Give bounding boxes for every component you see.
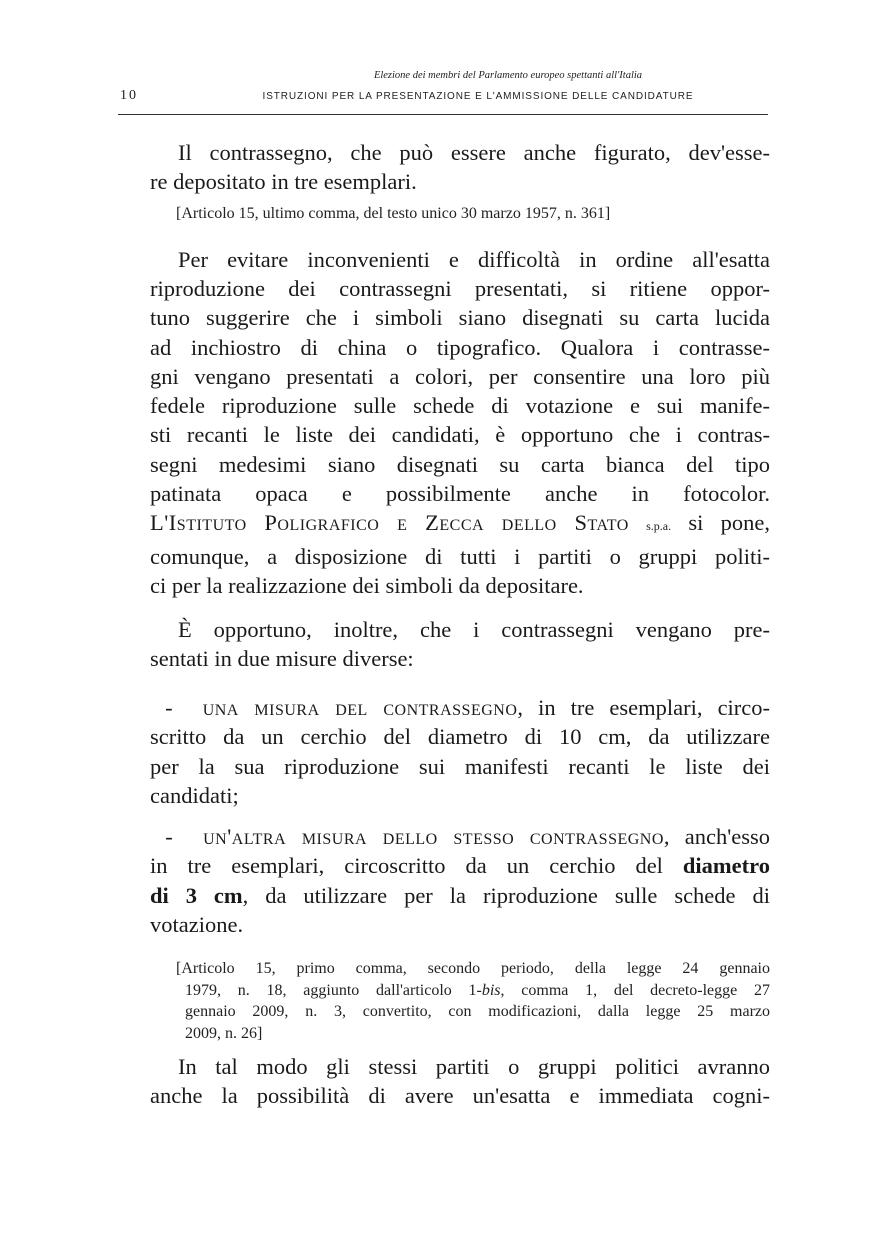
page-number: 10 (120, 88, 138, 103)
list-item-heading: un'altra misura dello stesso contrassegno (203, 824, 664, 849)
note-line (176, 980, 770, 1002)
text-span: , anch'esso (663, 824, 771, 849)
text-line: anche la possibilità di avere un'esatta e immediata cogni- (150, 1083, 770, 1108)
text-line: patinata opaca e possibilmente anche in fotocolor. (150, 481, 770, 507)
paragraph-4 (178, 1052, 770, 1081)
text-line: comunque, a disposizione di tutti i partiti o gruppi politi- (150, 543, 770, 569)
paragraph-2 (178, 245, 770, 274)
list-item-1 (150, 693, 770, 810)
text-line: re depositato in tre esemplari. (150, 169, 417, 194)
emphasis: di 3 cm (150, 882, 243, 908)
text-line: sentati in due misure diverse: (150, 646, 414, 671)
text-line: per la sua riproduzione sui manifesti recanti le liste dei (150, 753, 770, 779)
text-line (150, 822, 770, 851)
paragraph-1 (178, 138, 770, 167)
text-span: in tre esemplari, circoscritto da un cerchio del (150, 853, 683, 879)
text-line: gni vengano presentati a colori, per consentire una loro più (150, 363, 770, 389)
text-line (150, 851, 770, 880)
paragraph-3 (178, 615, 770, 644)
text-line: segni medesimi siano disegnati su carta bianca del tipo (150, 451, 770, 477)
text-line (150, 508, 770, 541)
list-item-2 (150, 822, 770, 939)
text-line: ci per la realizzazione dei simboli da depositare. (150, 572, 584, 598)
emphasis: diametro (682, 853, 770, 879)
text-line: scritto da un cerchio del diametro di 10 cm, da utilizzare (150, 724, 770, 750)
text-span: 1979, n. 18, aggiunto dall'articolo 1- (185, 981, 482, 999)
text-line: Per evitare inconvenienti e difficoltà in ordine all'esatta (178, 247, 770, 272)
text-line: fedele riproduzione sulle schede di votazione e sui manife- (150, 393, 770, 419)
text-line: votazione. (150, 911, 244, 937)
citation-note-2 (176, 958, 770, 1044)
text-line (150, 881, 770, 910)
header-subtitle: Elezione dei membri del Parlamento europeo spettanti all'Italia (373, 70, 643, 81)
citation-note-1: [Articolo 15, ultimo comma, del testo unico 30 marzo 1957, n. 361] (176, 205, 611, 222)
text-line: ad inchiostro di china o tipografico. Qualora i contrasse- (150, 334, 770, 360)
text-line: Il contrassegno, che può essere anche figurato, dev'esse- (178, 140, 770, 165)
company-suffix: s.p.a. (646, 519, 672, 534)
text-span: , da utilizzare per la riproduzione sulle schede di (242, 882, 770, 908)
text-line: candidati; (150, 782, 239, 808)
header-title: ISTRUZIONI PER LA PRESENTAZIONE E L'AMMISSIONE DELLE CANDIDATURE (262, 91, 694, 102)
list-dash: - (165, 695, 173, 720)
text-line: sti recanti le liste dei candidati, è opportuno che i contras- (150, 422, 770, 448)
italic-span: bis (481, 981, 501, 999)
text-span: , comma 1, del decreto-legge 27 (500, 981, 770, 999)
text-line: È opportuno, inoltre, che i contrassegni vengano pre- (178, 617, 770, 642)
text-line: In tal modo gli stessi partiti o gruppi politici avranno (178, 1054, 770, 1079)
institute-name: L'Istituto Poligrafico e Zecca dello Stato (150, 510, 629, 536)
note-line: 2009, n. 26] (185, 1024, 263, 1042)
note-line: gennaio 2009, n. 3, convertito, con modificazioni, dalla legge 25 marzo (185, 1003, 770, 1020)
paragraph-2-body (150, 274, 770, 600)
paragraph-3-cont (150, 644, 770, 673)
text-line: riproduzione dei contrassegni presentati, si ritiene oppor- (150, 276, 770, 301)
text-span: , in tre esemplari, circo- (517, 695, 771, 720)
list-dash: - (165, 824, 173, 849)
paragraph-1-cont (150, 167, 770, 196)
note-line: [Articolo 15, primo comma, secondo periodo, della legge 24 gennaio (176, 960, 770, 977)
text-span: si pone, (671, 510, 770, 536)
text-line: tuno suggerire che i simboli siano disegnati su carta lucida (150, 305, 770, 331)
list-item-heading: una misura del contrassegno (202, 695, 518, 720)
paragraph-4-cont (150, 1081, 770, 1110)
header-rule (118, 114, 768, 115)
text-line (150, 693, 770, 722)
